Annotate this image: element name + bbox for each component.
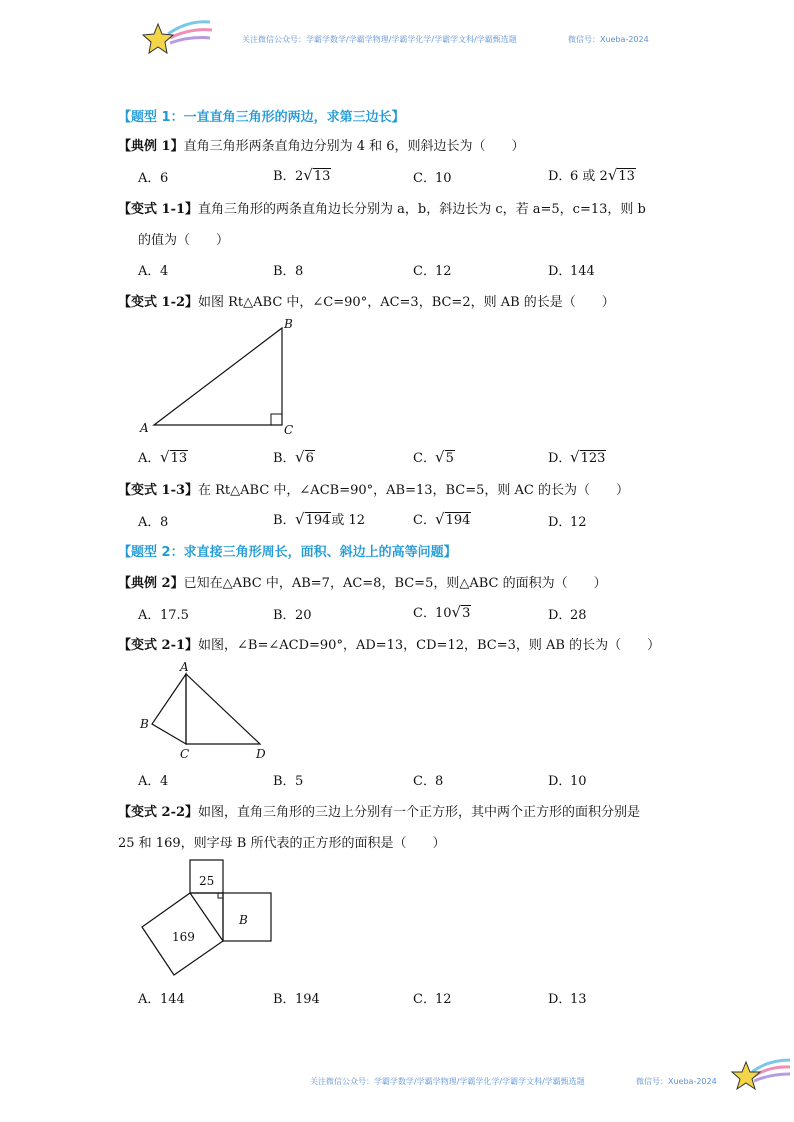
- q5-option-d: D．28: [548, 608, 587, 623]
- square-label-right: B: [239, 913, 248, 927]
- question-2-line2: 的值为（ ）: [138, 233, 230, 248]
- q6-option-d: D．10: [548, 774, 587, 789]
- vertex-label-a: A: [180, 660, 189, 674]
- q2-option-c: C．12: [413, 264, 452, 279]
- square-label-top: 25: [199, 874, 215, 888]
- footer-star-logo: [728, 1054, 792, 1094]
- q3-option-b: B．√6: [273, 448, 314, 466]
- q5-option-c: C．10√3: [413, 603, 471, 621]
- question-1: [118, 135, 525, 154]
- q5-option-a: A．17.5: [138, 608, 189, 623]
- question-3: 【变式 1-2】如图 Rt△ABC 中，∠C=90°，AC=3，BC=2，则 AB 的长是（ ）: [118, 295, 615, 310]
- q4-option-b: B．√194或 12: [273, 510, 366, 528]
- question-4: 【变式 1-3】在 Rt△ABC 中，∠ACB=90°，AB=13，BC=5，则 AC 的长为（ ）: [118, 483, 630, 498]
- question-tag: 【典例 1】: [118, 139, 184, 154]
- question-7: 【变式 2-2】如图，直角三角形的三边上分别有一个正方形，其中两个正方形的面积分别是: [118, 805, 641, 820]
- vertex-label-d: D: [256, 747, 266, 761]
- footer-wechat: 微信号：Xueba-2024: [636, 1077, 717, 1086]
- section-title-1: 【题型 1：一直直角三角形的两边，求第三边长】: [118, 110, 405, 125]
- q6-option-a: A．4: [138, 774, 169, 789]
- squares-figure: [138, 856, 278, 980]
- vertex-label-b: B: [140, 717, 149, 731]
- triangle-figure-2: [132, 656, 282, 764]
- vertex-label-b: B: [284, 317, 293, 331]
- q1-option-a: A．6: [138, 171, 169, 186]
- footer-text: 关注微信公众号：学霸学数学/学霸学物理/学霸学化学/学霸学文科/学霸甄选题: [310, 1077, 585, 1086]
- q2-option-b: B．8: [273, 264, 304, 279]
- q4-option-a: A．8: [138, 515, 169, 530]
- q1-option-d: D．6 或 2√13: [548, 166, 635, 184]
- header-wechat: 微信号：Xueba-2024: [568, 35, 649, 44]
- section-title-2: 【题型 2：求直接三角形周长，面积、斜边上的高等问题】: [118, 545, 457, 560]
- q7-option-c: C．12: [413, 992, 452, 1007]
- q2-option-a: A．4: [138, 264, 169, 279]
- question-6: 【变式 2-1】如图，∠B=∠ACD=90°，AD=13，CD=12，BC=3，则 AB 的长为（ ）: [118, 638, 661, 653]
- q5-option-b: B．20: [273, 608, 312, 623]
- q1-option-b: B．2√13: [273, 166, 331, 184]
- vertex-label-c: C: [180, 747, 190, 761]
- q7-option-d: D．13: [548, 992, 587, 1007]
- header-text: 关注微信公众号：学霸学数学/学霸学物理/学霸学化学/学霸学文科/学霸甄选题: [242, 35, 517, 44]
- q4-option-c: C．√194: [413, 510, 471, 528]
- q2-option-d: D．144: [548, 264, 595, 279]
- q7-option-a: A．144: [138, 992, 185, 1007]
- q3-option-a: A．√13: [138, 448, 188, 466]
- vertex-label-c: C: [284, 423, 294, 437]
- q1-option-c: C．10: [413, 171, 452, 186]
- triangle-figure-1: [130, 312, 310, 442]
- q3-option-c: C．√5: [413, 448, 454, 466]
- q6-option-c: C．8: [413, 774, 444, 789]
- q6-option-b: B．5: [273, 774, 304, 789]
- square-label-left: 169: [172, 930, 195, 944]
- q4-option-d: D．12: [548, 515, 587, 530]
- q3-option-d: D．√123: [548, 448, 606, 466]
- question-text: 直角三角形两条直角边分别为 4 和 6，则斜边长为（ ）: [183, 139, 525, 154]
- vertex-label-a: A: [140, 421, 149, 435]
- question-2: 【变式 1-1】直角三角形的两条直角边长分别为 a，b，斜边长为 c，若 a=5，c=13，则 b: [118, 202, 646, 217]
- header-star-logo: [140, 18, 214, 58]
- question-7-line2: 25 和 169，则字母 B 所代表的正方形的面积是（ ）: [118, 836, 446, 851]
- q7-option-b: B．194: [273, 992, 320, 1007]
- question-5: 【典例 2】已知在△ABC 中，AB=7，AC=8，BC=5，则△ABC 的面积为（ ）: [118, 576, 607, 591]
